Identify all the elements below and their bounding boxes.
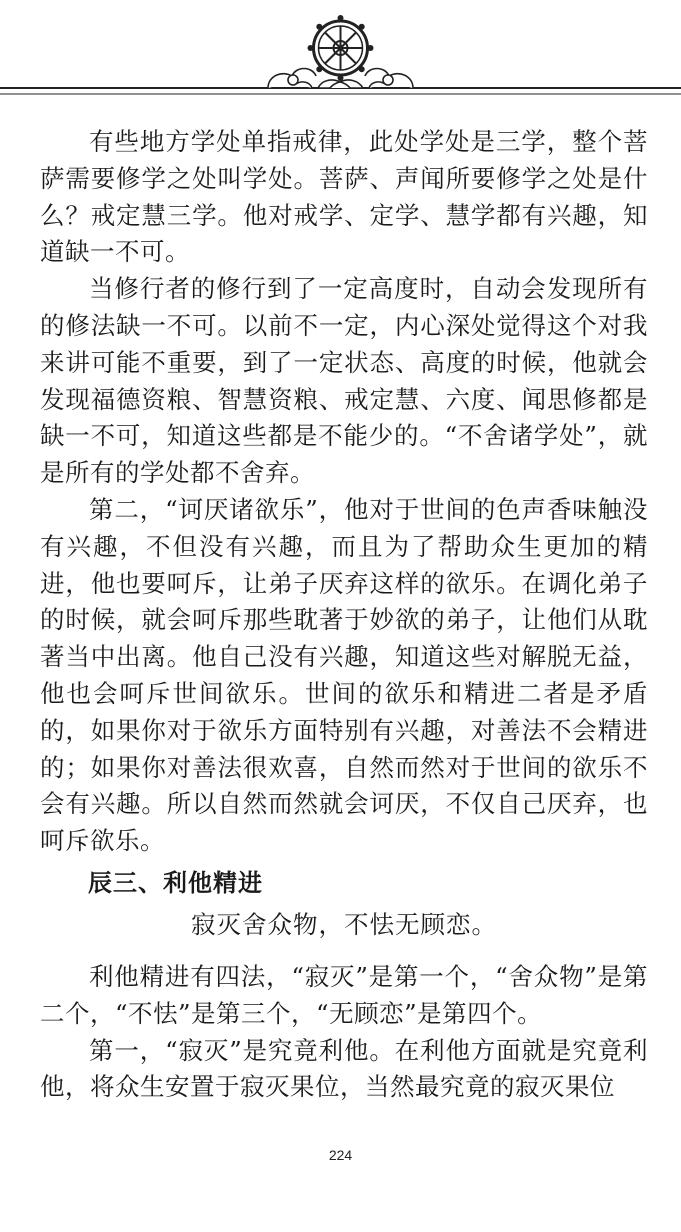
dharma-wheel-icon [308, 15, 374, 81]
left-cloud-icon [268, 69, 316, 89]
section-heading: 辰三、利他精进 [88, 868, 263, 897]
verse-quote: 寂灭舍众物，不怯无顾恋。 [191, 909, 497, 939]
paragraph: 第一，“寂灭”是究竟利他。在利他方面就是究竟利他，将众生安置于寂灭果位，当然最究竟的寂灭果位 [40, 1035, 648, 1102]
lotus-base-icon [318, 80, 363, 88]
paragraph: 有些地方学处单指戒律，此处学处是三学，整个菩萨需要修学之处叫学处。菩萨、声闻所要修学之处是什么？戒定慧三学。他对戒学、定学、慧学都有兴趣，知道缺一不可。 [40, 127, 648, 267]
paragraph: 当修行者的修行到了一定高度时，自动会发现所有的修法缺一不可。以前不一定，内心深处觉得这个对我来讲可能不重要，到了一定状态、高度的时候，他就会发现福德资粮、智慧资粮、戒定慧、六度、闻思修都是缺一不可，知道这些都是不能少的。“不舍诸学处”，就是所有的学处都不舍弃。 [40, 274, 648, 488]
page-number: 224 [328, 1147, 353, 1163]
right-cloud-icon [365, 69, 413, 89]
paragraph: 第二，“诃厌诸欲乐”，他对于世间的色声香味触没有兴趣，不但没有兴趣，而且为了帮助众生更加的精进，他也要呵斥，让弟子厌弃这样的欲乐。在调化弟子的时候，就会呵斥那些耽著于妙欲的弟子，让他们从耽著当中出离。他自己没有兴趣，知道这些对解脱无益，他也会呵斥世间欲乐。世间的欲乐和精进二者是矛盾的，如果你对于欲乐方面特别有兴趣，对善法不会精进的；如果你对善法很欢喜，自然而然对于世间的欲乐不会有兴趣。所以自然而然就会诃厌，不仅自己厌弃，也呵斥欲乐。 [40, 494, 648, 856]
page-header [0, 0, 681, 110]
page-body [40, 124, 648, 1106]
header-ornament [0, 0, 681, 110]
paragraph: 利他精进有四法，“寂灭”是第一个，“舍众物”是第二个，“不怯”是第三个，“无顾恋”是第四个。 [40, 961, 648, 1028]
